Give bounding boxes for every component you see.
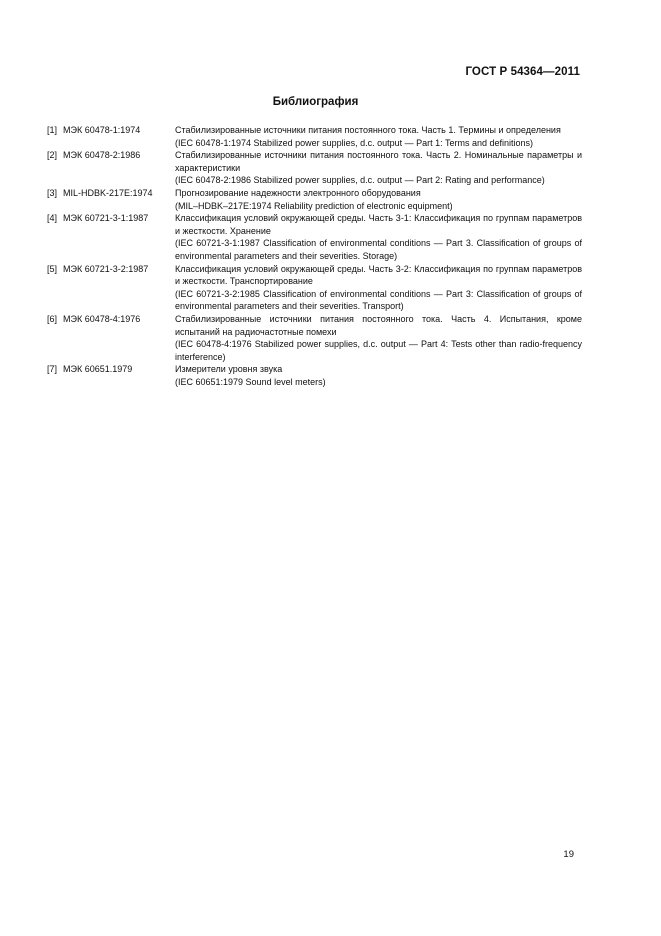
entry-title-en: (MIL–HDBK–217E:1974 Reliability prediction of electronic equipment) [175, 200, 453, 211]
entry-description [175, 149, 582, 187]
bibliography-list [47, 124, 582, 388]
entry-number: [6] [47, 313, 58, 324]
bibliography-title-text: Библиография [272, 96, 359, 108]
bibliography-entry [47, 124, 582, 149]
entry-code: МЭК 60721-3-2:1987 [63, 263, 149, 274]
entry-title-en: (IEC 60721-3-2:1985 Classification of environmental conditions — Part 3: Classification of groups of environmental parameters and their severities. Transport) [175, 288, 582, 312]
bibliography-entry [47, 263, 582, 313]
entry-reference [47, 363, 175, 388]
entry-description [175, 124, 582, 149]
entry-title-en: (IEC 60478-2:1986 Stabilized power supplies, d.c. output — Part 2: Rating and performance) [175, 175, 545, 186]
standard-code: ГОСТ Р 54364—2011 [465, 66, 580, 78]
entry-code: МЭК 60478-4:1976 [63, 313, 141, 324]
entry-number: [3] [47, 187, 58, 198]
bibliography-entry [47, 313, 582, 363]
entry-title-ru: Стабилизированные источники питания постоянного тока. Часть 2. Номинальные параметры и характеристики [175, 150, 582, 173]
bibliography-entry [47, 187, 582, 212]
entry-title-ru: Классификация условий окружающей среды. Часть 3-1: Классификация по группам параметров и жесткости. Хранение [175, 213, 582, 236]
bibliography-title [0, 96, 661, 108]
entry-number: [1] [47, 125, 58, 135]
entry-description [175, 263, 582, 313]
bibliography-entry [47, 212, 582, 262]
entry-title-ru: Классификация условий окружающей среды. Часть 3-2: Классификация по группам параметров и жесткости. Транспортирование [175, 263, 582, 287]
entry-title-ru: Стабилизированные источники питания постоянного тока. Часть 1. Термины и определения [175, 125, 561, 135]
entry-reference [47, 187, 175, 212]
entry-number: [5] [47, 263, 58, 274]
entry-reference [47, 149, 175, 187]
entry-title-en: (IEC 60651:1979 Sound level meters) [175, 376, 326, 387]
entry-description [175, 187, 582, 212]
entry-description [175, 212, 582, 262]
entry-code: МЭК 60721-3-1:1987 [63, 213, 149, 224]
bibliography-entry [47, 363, 582, 388]
entry-number: [7] [47, 364, 58, 375]
entry-title-ru: Прогнозирование надежности электронного оборудования [175, 187, 421, 198]
entry-reference [47, 124, 175, 149]
entry-number: [4] [47, 213, 58, 224]
entry-code: МЭК 60478-2:1986 [63, 150, 141, 161]
entry-code: МЭК 60651.1979 [63, 364, 133, 375]
entry-reference [47, 263, 175, 313]
page-number: 19 [563, 849, 574, 860]
entry-code: MIL-HDBK-217E:1974 [63, 187, 153, 198]
entry-reference [47, 313, 175, 363]
entry-number: [2] [47, 150, 58, 161]
bibliography-entry [47, 149, 582, 187]
entry-description [175, 363, 582, 388]
entry-title-ru: Стабилизированные источники питания постоянного тока. Часть 4. Испытания, кроме испытаний на радиочастотные помехи [175, 313, 582, 337]
entry-title-en: (IEC 60478-4:1976 Stabilized power supplies, d.c. output — Part 4: Tests other than radio-frequency interference) [175, 339, 582, 362]
entry-code: МЭК 60478-1:1974 [63, 125, 141, 135]
entry-title-ru: Измерители уровня звука [175, 364, 283, 375]
entry-description [175, 313, 582, 363]
entry-title-en: (IEC 60478-1:1974 Stabilized power supplies, d.c. output — Part 1: Terms and definitions) [175, 137, 534, 148]
entry-reference [47, 212, 175, 262]
entry-title-en: (IEC 60721-3-1:1987 Classification of environmental conditions — Part 3. Classification of groups of environmental parameters and their severities. Storage) [175, 238, 582, 261]
